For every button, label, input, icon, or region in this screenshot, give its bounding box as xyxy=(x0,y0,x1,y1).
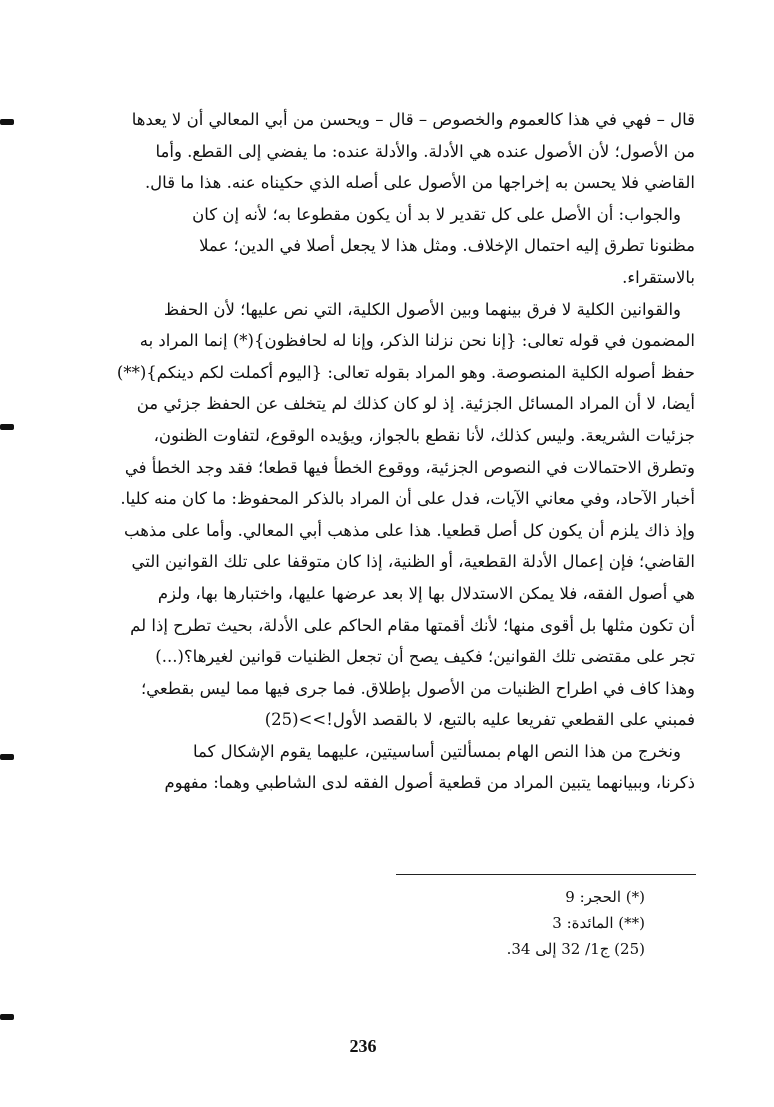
text-line: بالاستقراء. xyxy=(622,267,695,287)
text-line: مظنونا تطرق إليه احتمال الإخلاف. ومثل هذا لا يجعل أصلا في الدين؛ عملا xyxy=(199,236,695,256)
text-line: من الأصول؛ لأن الأصول عنده هي الأدلة. والأدلة عنده: ما يفضي إلى القطع. وأما xyxy=(155,141,695,161)
text-line: قال – فهي في هذا كالعموم والخصوص – قال – ويحسن من أبي المعالي أن لا يعدها xyxy=(131,110,695,129)
text-line: المضمون في قوله تعالى: {إنا نحن نزلنا الذكر، وإنا له لحافظون}(*) إنما المراد به xyxy=(139,331,695,351)
text-line: تجر على مقتضى تلك القوانين؛ فكيف يصح أن تجعل الظنيات قوانين لغيرها؟(...) xyxy=(155,647,695,667)
footnote: (25) ج1/ 32 إلى 34. xyxy=(506,940,645,958)
margin-mark xyxy=(0,1014,14,1020)
text-line: ذكرنا، وببيانهما يتبين المراد من قطعية أصول الفقه لدى الشاطبي وهما: مفهوم xyxy=(164,773,695,793)
text-line: ونخرج من هذا النص الهام بمسألتين أساسيتين، عليهما يقوم الإشكال كما xyxy=(192,741,681,761)
margin-mark xyxy=(0,119,14,125)
text-line: وإذ ذاك يلزم أن يكون كل أصل قطعيا. هذا على مذهب أبي المعالي. وأما على مذهب xyxy=(124,520,695,540)
margin-mark xyxy=(0,424,14,430)
margin-mark xyxy=(0,754,14,760)
page-number: 236 xyxy=(349,1036,377,1056)
main-text xyxy=(80,104,695,799)
text-line: حفظ أصوله الكلية المنصوصة. وهو المراد بقوله تعالى: {اليوم أكملت لكم دينكم}(**) xyxy=(116,362,695,382)
text-line: فمبني على القطعي تفريعا عليه بالتبع، لا بالقصد الأول!>>(25) xyxy=(264,710,695,730)
text-line: القاضي فلا يحسن به إخراجها من الأصول على أصله الذي حكيناه عنه. هذا ما قال. xyxy=(144,173,695,193)
footnotes xyxy=(300,884,645,962)
text-line: جزئيات الشريعة. وليس كذلك، لأنا نقطع بالجواز، ويؤيده الوقوع، لتفاوت الظنون، xyxy=(153,425,695,445)
text-line: أيضا، لا أن المراد المسائل الجزئية. إذ لو كان كذلك لم يتخلف عن الحفظ جزئي من xyxy=(136,394,695,414)
text-line: هي أصول الفقه، فلا يمكن الاستدلال بها إلا بعد عرضها عليها، واختبارها بها، ولزم xyxy=(157,583,695,603)
text-line: القاضي؛ فإن إعمال الأدلة القطعية، أو الظنية، إذا كان متوقفا على تلك القوانين التي xyxy=(131,552,695,572)
footnote: (**) المائدة: 3 xyxy=(552,914,645,932)
text-line: والجواب: أن الأصل على كل تقدير لا بد أن يكون مقطوعا به؛ لأنه إن كان xyxy=(192,204,681,224)
text-line: وتطرق الاحتمالات في النصوص الجزئية، ووقوع الخطأ فيها قطعا؛ فقد وجد الخطأ في xyxy=(124,457,695,477)
text-line: أن تكون مثلها بل أقوى منها؛ لأنك أقمتها مقام الحاكم على الأدلة، بحيث تطرح إذا لم xyxy=(130,615,695,635)
text-line: أخبار الآحاد، وفي معاني الآيات، فدل على أن المراد بالذكر المحفوظ: ما كان منه كليا. xyxy=(120,489,695,509)
footnote: (*) الحجر: 9 xyxy=(565,888,645,906)
text-line: وهذا كاف في اطراح الظنيات من الأصول بإطلاق. فما جرى فيها مما ليس بقطعي؛ xyxy=(140,678,695,698)
footnote-separator xyxy=(396,874,696,875)
text-line: والقوانين الكلية لا فرق بينهما وبين الأصول الكلية، التي نص عليها؛ لأن الحفظ xyxy=(163,299,681,319)
